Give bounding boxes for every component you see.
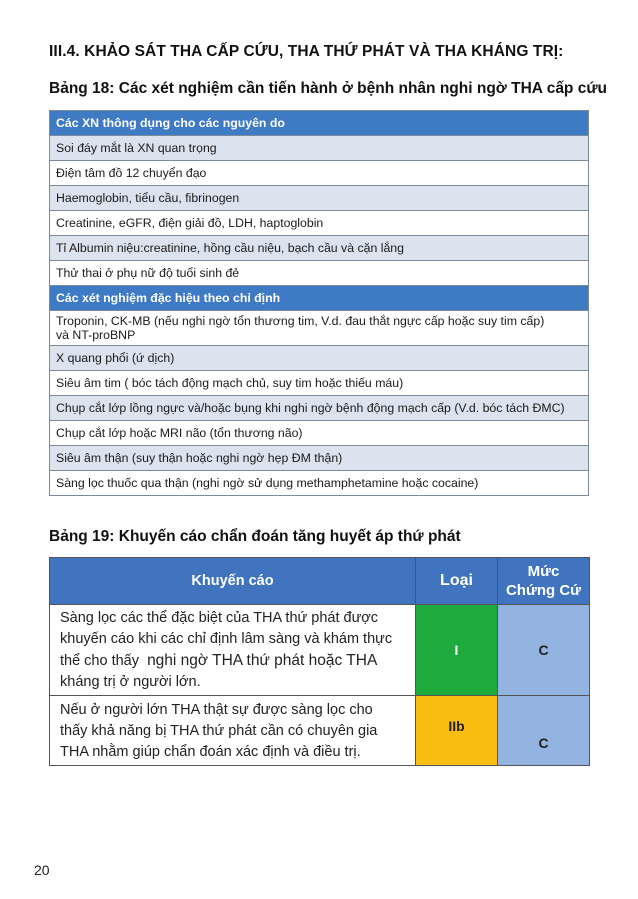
rec-line: Nếu ở người lớn THA thật sự được sàng lọc cho [60,702,373,718]
table-row: Siêu âm tim ( bóc tách động mạch chủ, suy tim hoặc thiếu máu) [50,371,589,396]
page-number: 20 [34,862,50,878]
table-19 [49,557,590,766]
table-row: Điện tâm đồ 12 chuyển đạo [50,161,589,186]
evidence-level: C [498,696,590,766]
rec-line: THA nhằm giúp chẩn đoán xác định và điều trị. [60,744,361,760]
table-19-title: Bảng 19: Khuyến cáo chẩn đoán tăng huyết áp thứ phát [49,528,461,545]
col-header-evidence-line2: Chứng Cứ [505,582,582,599]
rec-line-part: thể cho thấy [60,652,148,669]
rec-line: thấy khả năng bị THA thứ phát cần có chuyên gia [60,723,378,739]
row-text-line: Troponin, CK-MB (nếu nghi ngờ tổn thương tim, V.d. đau thắt ngực cấp hoặc suy tim cấp) [56,314,545,328]
col-header-class: Loại [416,558,498,605]
rec-line: Sàng lọc các thể đặc biệt của THA thứ phát được [60,609,379,626]
row-text-line: và NT-proBNP [56,328,136,342]
table-row [50,311,589,346]
table-18 [49,110,589,496]
section-title: III.4. KHẢO SÁT THA CẤP CỨU, THA THỨ PHÁT VÀ THA KHÁNG TRỊ: [49,43,564,60]
table-18-header-specific: Các xét nghiệm đặc hiệu theo chỉ định [50,286,589,311]
table-row: Thử thai ở phụ nữ độ tuổi sinh đẻ [50,261,589,286]
rec-line: kháng trị ở người lớn. [60,673,201,690]
table-row: Creatinine, eGFR, điện giải đồ, LDH, haptoglobin [50,211,589,236]
table-row: Tỉ Albumin niệu:creatinine, hồng cầu niệu, bạch cầu và cặn lắng [50,236,589,261]
class-badge-IIb: IIb [416,696,498,766]
table-row: Sàng lọc thuốc qua thận (nghi ngờ sử dụng methamphetamine hoặc cocaine) [50,471,589,496]
table-row: Chụp cắt lớp lồng ngực và/hoặc bụng khi nghi ngờ bệnh động mạch cấp (V.d. bóc tách ĐMC) [50,396,589,421]
recommendation-text [50,605,416,696]
recommendation-text [50,696,416,766]
rec-line-part: nghi ngờ THA thứ phát hoặc THA [147,651,378,669]
evidence-level: C [498,605,590,696]
col-header-evidence-line1: Mức [527,563,560,580]
class-badge-I: I [416,605,498,696]
table-row: Soi đáy mắt là XN quan trọng [50,136,589,161]
table-row: Haemoglobin, tiểu cầu, fibrinogen [50,186,589,211]
rec-line: khuyến cáo khi các chỉ định lâm sàng và khám thực [60,630,393,647]
table-row: Siêu âm thận (suy thận hoặc nghi ngờ hẹp ĐM thận) [50,446,589,471]
col-header-recommendation: Khuyến cáo [50,558,416,605]
table-18-title: Bảng 18: Các xét nghiệm cần tiến hành ở bệnh nhân nghi ngờ THA cấp cứu [49,80,608,97]
table-row: Chụp cắt lớp hoặc MRI não (tổn thương não) [50,421,589,446]
col-header-evidence [498,558,590,605]
rec-line [60,650,405,672]
table-18-header-common: Các XN thông dụng cho các nguyên do [50,111,589,136]
table-row: X quang phổi (ứ dịch) [50,346,589,371]
